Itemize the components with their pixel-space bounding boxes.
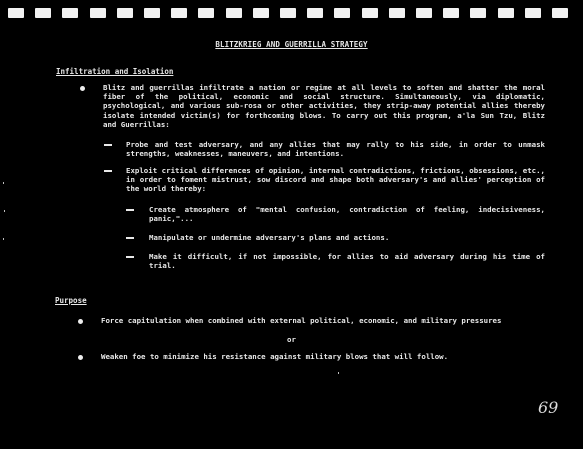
- film-perforation: [144, 8, 160, 18]
- section-heading-infiltration: Infiltration and Isolation: [56, 67, 174, 76]
- section-heading-purpose: Purpose: [55, 296, 87, 305]
- film-perforation-strip: [0, 8, 583, 20]
- film-perforation: [253, 8, 269, 18]
- scan-speck: [338, 372, 339, 374]
- bullet-icon: [80, 86, 85, 91]
- intro-paragraph: Blitz and guerrillas infiltrate a nation or regime at all levels to soften and shatter the moral fiber of the political, economic and social structure. Simultaneously, via diplomatic, psychological, and various sub-rosa or other activities, they strip-away potential allies thereby isolate intended victim(s) for forthcoming blows. To carry out this program, a'la Sun Tzu, Blitz and Guerrillas:: [103, 83, 545, 129]
- film-perforation: [470, 8, 486, 18]
- film-perforation: [117, 8, 133, 18]
- purpose-weaken-foe: Weaken foe to minimize his resistance against military blows that will follow.: [101, 352, 449, 361]
- film-perforation: [552, 8, 568, 18]
- film-perforation: [280, 8, 296, 18]
- film-perforation: [443, 8, 459, 18]
- film-perforation: [307, 8, 323, 18]
- film-perforation: [62, 8, 78, 18]
- dash-icon: [126, 256, 134, 258]
- document-title: BLITZKRIEG AND GUERRILLA STRATEGY: [215, 40, 368, 49]
- bullet-icon: [78, 355, 83, 360]
- dash-icon: [126, 237, 134, 239]
- dash-icon: [104, 170, 112, 172]
- film-perforation: [171, 8, 187, 18]
- bullet-icon: [78, 319, 83, 324]
- connector-or: or: [287, 335, 296, 344]
- scan-speck: [3, 182, 4, 184]
- point-exploit: Exploit critical differences of opinion, internal contradictions, frictions, obsessions, etc., in order to foment mistrust, sow discord and shape both adversary's and allies' perception of the world thereby:: [126, 166, 545, 194]
- dash-icon: [104, 144, 112, 146]
- subpoint-manipulate: Manipulate or undermine adversary's plans and actions.: [149, 233, 390, 242]
- dash-icon: [126, 209, 134, 211]
- subpoint-atmosphere: Create atmosphere of "mental confusion, contradiction of feeling, indecisiveness, panic,"...: [149, 205, 545, 224]
- subpoint-make-difficult: Make it difficult, if not impossible, for allies to aid adversary during his time of trial.: [149, 252, 545, 271]
- film-perforation: [35, 8, 51, 18]
- page-number: 69: [538, 398, 559, 417]
- film-perforation: [498, 8, 514, 18]
- film-perforation: [198, 8, 214, 18]
- film-perforation: [8, 8, 24, 18]
- film-perforation: [226, 8, 242, 18]
- film-perforation: [416, 8, 432, 18]
- film-perforation: [362, 8, 378, 18]
- film-perforation: [90, 8, 106, 18]
- point-probe: Probe and test adversary, and any allies that may rally to his side, in order to unmask strengths, weaknesses, maneuvers, and intentions.: [126, 140, 545, 159]
- purpose-force-capitulation: Force capitulation when combined with external political, economic, and military pressures: [101, 316, 502, 325]
- film-perforation: [525, 8, 541, 18]
- film-perforation: [334, 8, 350, 18]
- film-perforation: [389, 8, 405, 18]
- scan-speck: [4, 210, 5, 212]
- scan-speck: [3, 238, 4, 240]
